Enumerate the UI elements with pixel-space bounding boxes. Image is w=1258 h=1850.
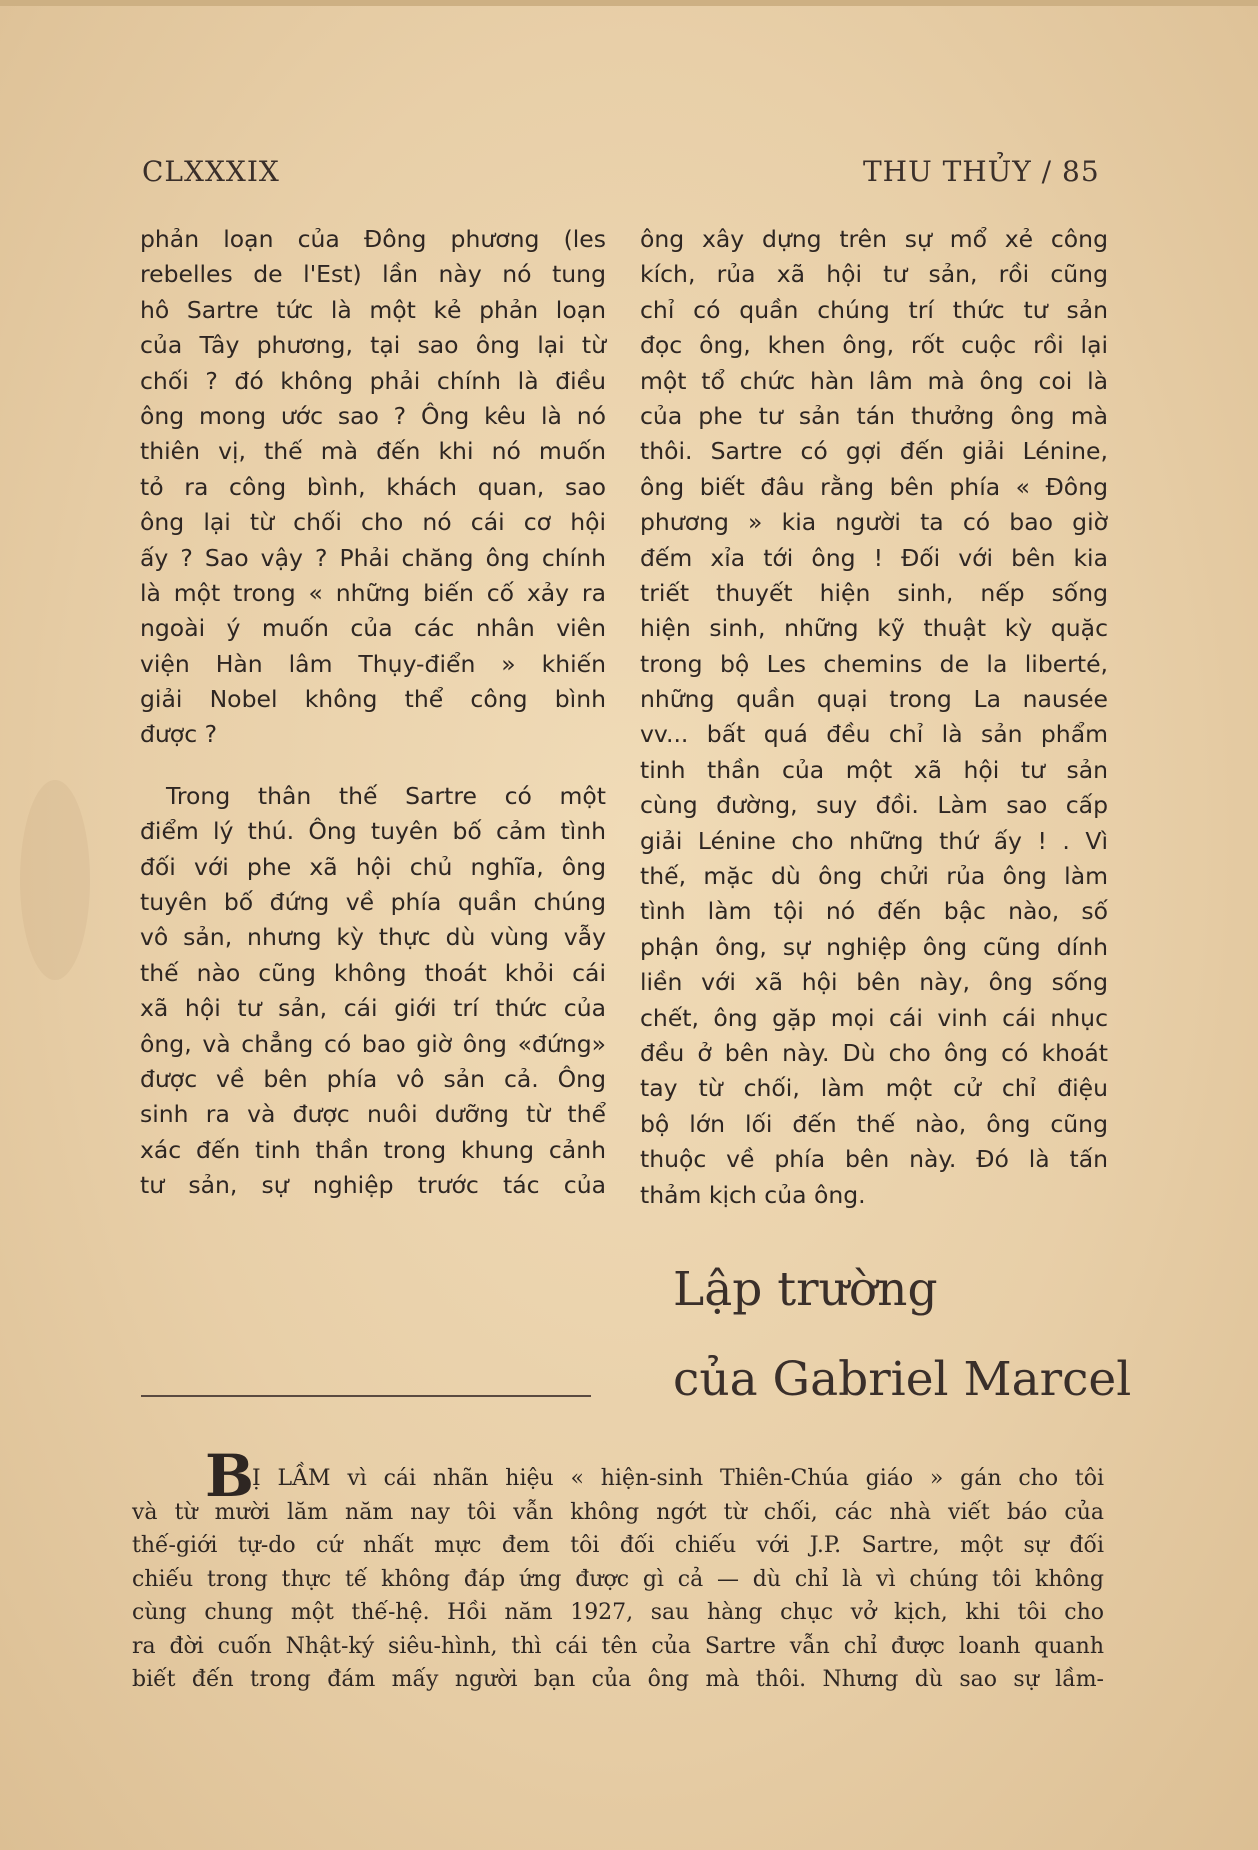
text-line: giải Lénine cho những thứ ấy ! . Vì bbox=[640, 826, 1108, 855]
text-line: ấy ? Sao vậy ? Phải chăng ông chính bbox=[140, 543, 606, 572]
text-line: xác đến tinh thần trong khung cảnh bbox=[140, 1135, 606, 1164]
text-line: ông xây dựng trên sự mổ xẻ công bbox=[640, 225, 1108, 253]
text-line: Trong thân thế Sartre có một bbox=[166, 781, 606, 810]
text-line: thảm kịch của ông. bbox=[640, 1180, 866, 1209]
text-line: ông mong ước sao ? Ông kêu là nó bbox=[140, 401, 606, 430]
chapter-number: CLXXXIX bbox=[142, 155, 280, 188]
text-line: thôi. Sartre có gợi đến giải Lénine, bbox=[640, 437, 1108, 466]
text-line: ra đời cuốn Nhật-ký siêu-hình, thì cái tên của Sartre vẫn chỉ được loanh quanh bbox=[132, 1633, 1104, 1659]
text-line: và từ mười lăm năm nay tôi vẫn không ngớt từ chối, các nhà viết báo của bbox=[132, 1499, 1104, 1525]
text-line: tuyên bố đứng về phía quần chúng bbox=[140, 888, 606, 917]
text-line: tình làm tội nó đến bậc nào, số bbox=[640, 897, 1108, 926]
section-divider bbox=[141, 1395, 591, 1397]
running-header: THU THỦY / 85 bbox=[863, 155, 1100, 188]
right-column bbox=[640, 222, 1108, 1213]
section-title-line-2: của Gabriel Marcel bbox=[673, 1352, 1132, 1407]
text-line: tỏ ra công bình, khách quan, sao bbox=[140, 472, 606, 501]
text-line: trong bộ Les chemins de la liberté, bbox=[640, 649, 1108, 678]
section-body bbox=[132, 1462, 1104, 1697]
text-line: thuộc về phía bên này. Đó là tấn bbox=[640, 1145, 1108, 1174]
text-line: tay từ chối, làm một cử chỉ điệu bbox=[640, 1074, 1108, 1103]
text-line: ông biết đâu rằng bên phía « Đông bbox=[640, 472, 1108, 501]
text-line: những quần quại trong La nausée bbox=[640, 685, 1108, 714]
text-line: điểm lý thú. Ông tuyên bố cảm tình bbox=[140, 817, 606, 846]
text-line: biết đến trong đám mấy người bạn của ông mà thôi. Nhưng dù sao sự lầm- bbox=[132, 1667, 1104, 1692]
text-line: một tổ chức hàn lâm mà ông coi là bbox=[640, 366, 1108, 395]
text-line: liền với xã hội bên này, ông sống bbox=[640, 968, 1108, 997]
text-line: sinh ra và được nuôi dưỡng từ thể bbox=[140, 1100, 606, 1129]
text-line: ông lại từ chối cho nó cái cơ hội bbox=[140, 508, 606, 537]
text-line: của Tây phương, tại sao ông lại từ bbox=[140, 331, 606, 360]
text-line: Ị LẦM vì cái nhãn hiệu « hiện-sinh Thiên-Chúa giáo » gán cho tôi bbox=[252, 1466, 1104, 1491]
text-line: phận ông, sự nghiệp ông cũng dính bbox=[640, 932, 1108, 961]
text-line: là một trong « những biến cố xảy ra bbox=[140, 578, 606, 607]
text-line: đếm xỉa tới ông ! Đối với bên kia bbox=[640, 543, 1108, 572]
text-line: thế, mặc dù ông chửi rủa ông làm bbox=[640, 862, 1108, 891]
text-line: giải Nobel không thể công bình bbox=[140, 685, 606, 714]
text-line: đối với phe xã hội chủ nghĩa, ông bbox=[140, 852, 606, 881]
text-line: được về bên phía vô sản cả. Ông bbox=[140, 1064, 606, 1093]
text-line: cùng đường, suy đồi. Làm sao cấp bbox=[640, 791, 1108, 820]
section-title-line-1: Lập trường bbox=[673, 1262, 938, 1317]
text-line: cùng chung một thế-hệ. Hồi năm 1927, sau hàng chục vở kịch, khi tôi cho bbox=[132, 1600, 1104, 1625]
text-line: rebelles de l'Est) lần này nó tung bbox=[140, 260, 606, 289]
text-line: ngoài ý muốn của các nhân viên bbox=[140, 614, 606, 643]
text-line: hiện sinh, những kỹ thuật kỳ quặc bbox=[640, 614, 1108, 643]
text-line: tư sản, sự nghiệp trước tác của bbox=[140, 1171, 606, 1200]
page-stain bbox=[20, 780, 90, 980]
text-line: xã hội tư sản, cái giới trí thức của bbox=[140, 994, 606, 1023]
text-line: thiên vị, thế mà đến khi nó muốn bbox=[140, 437, 606, 466]
text-line: chối ? đó không phải chính là điều bbox=[140, 366, 606, 395]
text-line: phản loạn của Đông phương (les bbox=[140, 225, 606, 253]
text-line: chết, ông gặp mọi cái vinh cái nhục bbox=[640, 1003, 1108, 1032]
text-line: phương » kia người ta có bao giờ bbox=[640, 508, 1108, 537]
page-top-edge bbox=[0, 0, 1258, 6]
text-line: ông, và chẳng có bao giờ ông «đứng» bbox=[140, 1029, 606, 1058]
text-line: đều ở bên này. Dù cho ông có khoát bbox=[640, 1038, 1108, 1067]
text-line: chỉ có quần chúng trí thức tư sản bbox=[640, 295, 1108, 324]
text-line: thế-giới tự-do cứ nhất mực đem tôi đối chiếu với J.P. Sartre, một sự đối bbox=[132, 1533, 1104, 1558]
text-line: kích, rủa xã hội tư sản, rồi cũng bbox=[640, 260, 1108, 289]
text-line: vô sản, nhưng kỳ thực dù vùng vẫy bbox=[140, 923, 606, 952]
text-line: chiếu trong thực tế không đáp ứng được gì cả — dù chỉ là vì chúng tôi không bbox=[132, 1566, 1104, 1592]
text-line: thế nào cũng không thoát khỏi cái bbox=[140, 958, 606, 987]
text-line: vv... bất quá đều chỉ là sản phẩm bbox=[640, 720, 1108, 749]
text-line: đọc ông, khen ông, rốt cuộc rồi lại bbox=[640, 331, 1108, 360]
drop-cap: B bbox=[205, 1442, 255, 1510]
text-line: hô Sartre tức là một kẻ phản loạn bbox=[140, 295, 606, 324]
text-line: viện Hàn lâm Thụy-điển » khiến bbox=[140, 649, 606, 678]
text-line: được ? bbox=[140, 720, 218, 749]
text-line: của phe tư sản tán thưởng ông mà bbox=[640, 401, 1108, 430]
text-line: tinh thần của một xã hội tư sản bbox=[640, 755, 1108, 784]
left-column bbox=[140, 222, 606, 1204]
text-line: triết thuyết hiện sinh, nếp sống bbox=[640, 578, 1108, 607]
text-line: bộ lớn lối đến thế nào, ông cũng bbox=[640, 1109, 1108, 1138]
